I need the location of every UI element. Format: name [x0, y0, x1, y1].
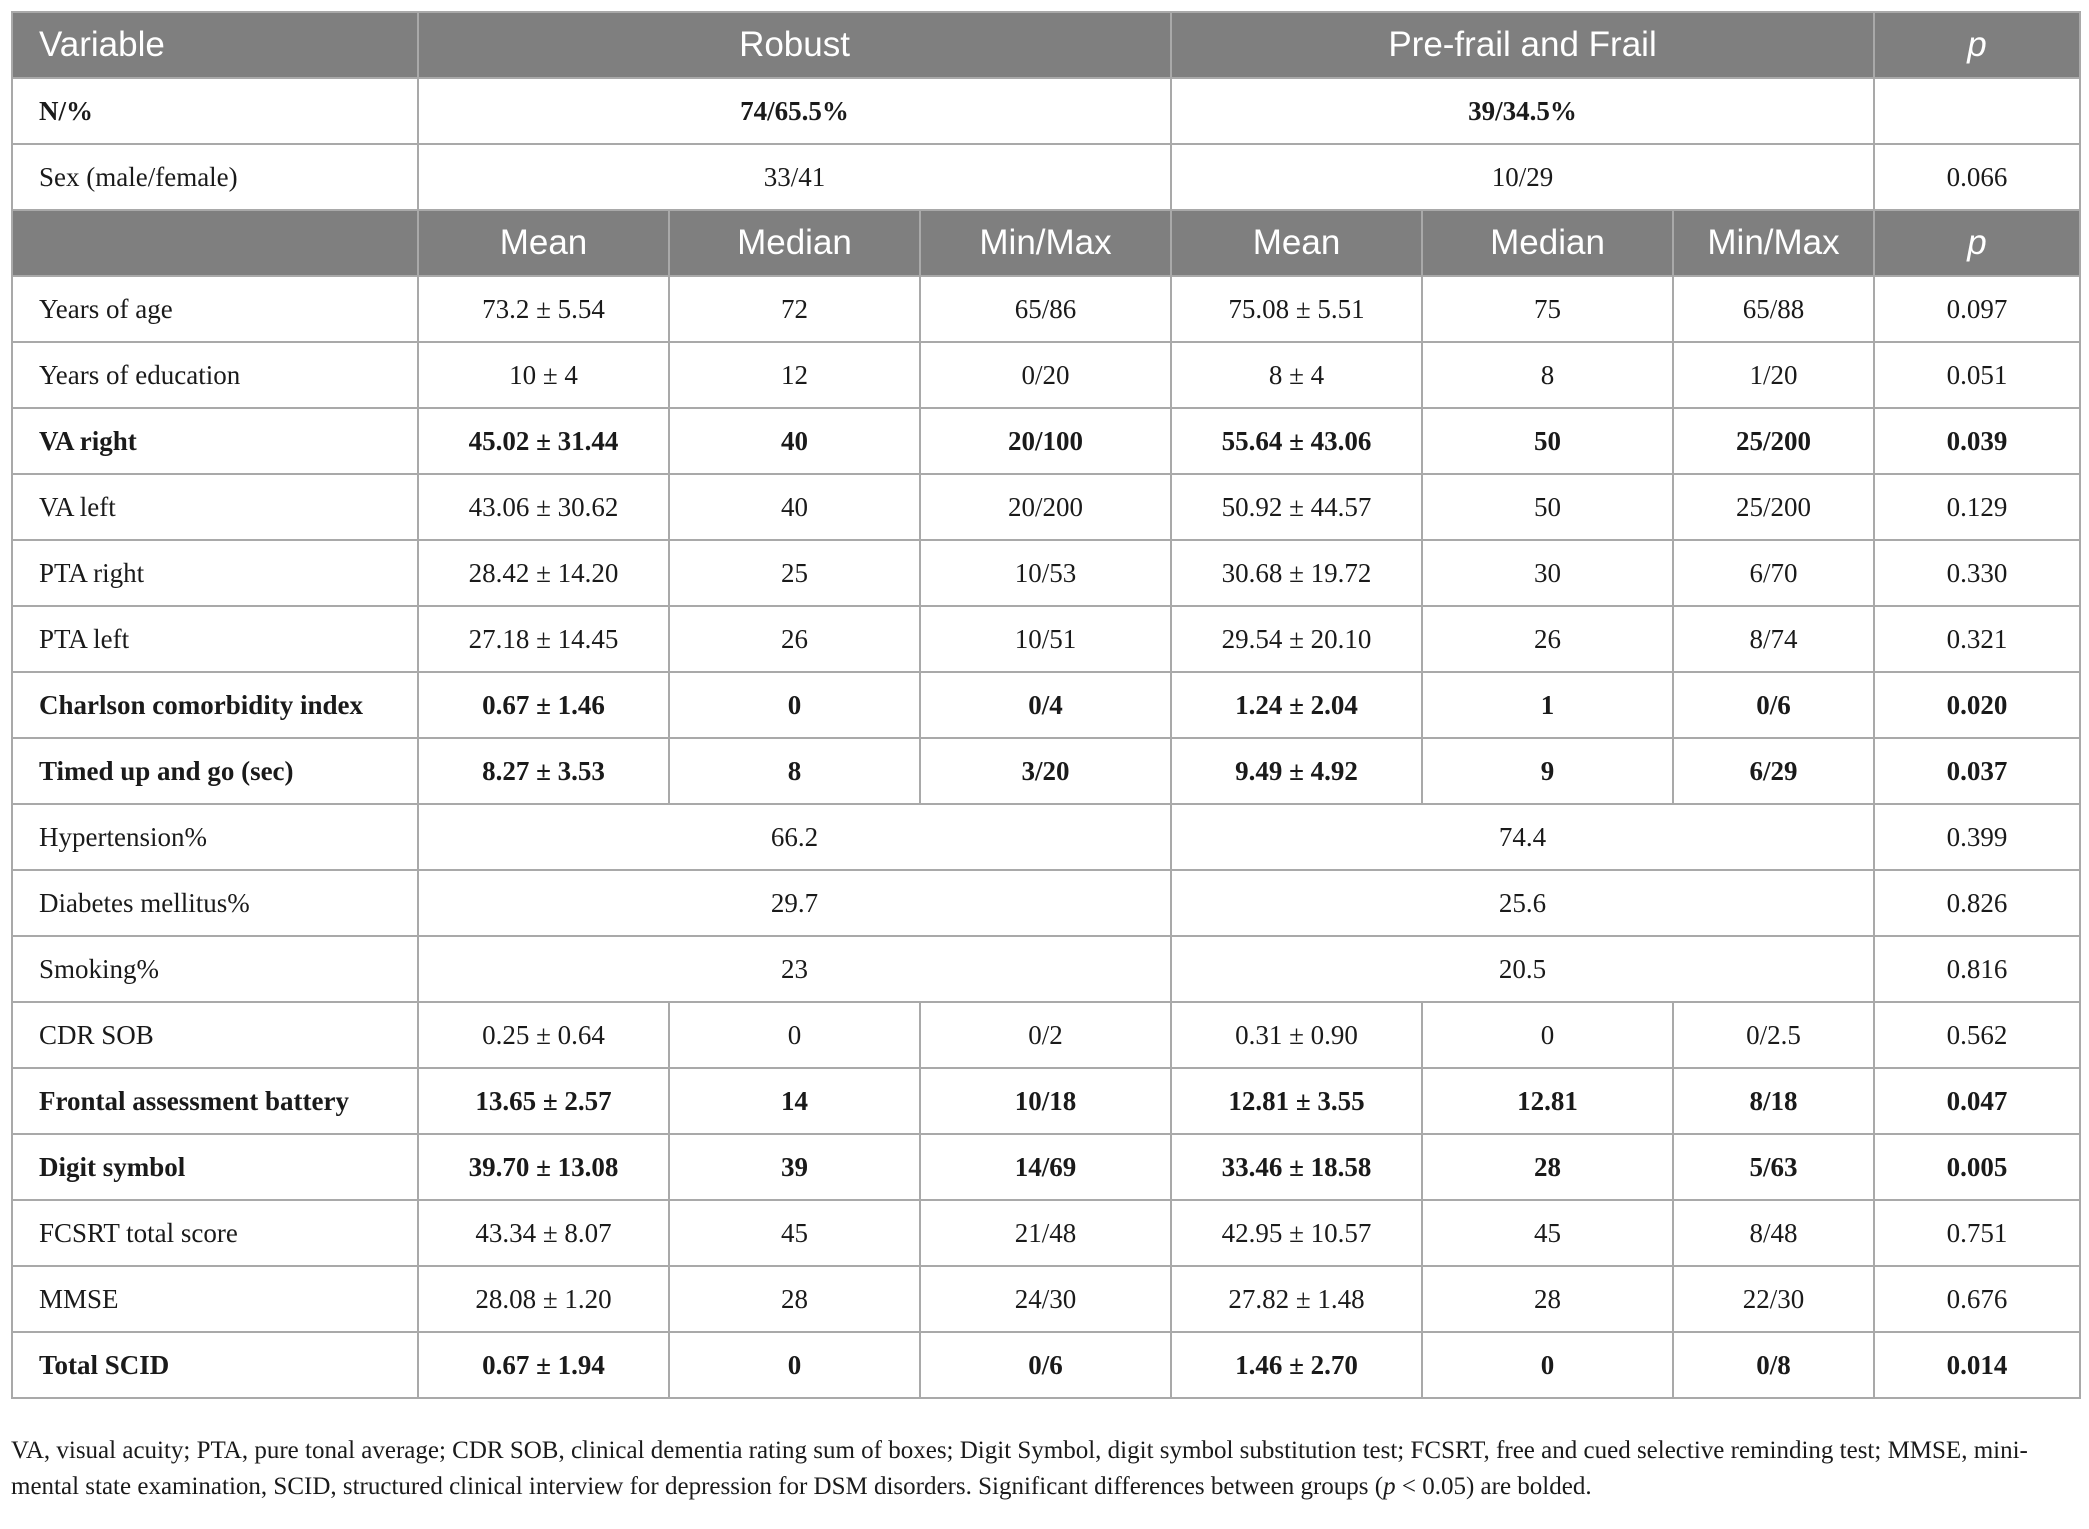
- frail-median: 30: [1422, 540, 1673, 606]
- p-value: 0.037: [1874, 738, 2080, 804]
- robust-median: 28: [669, 1266, 920, 1332]
- frail-minmax: 25/200: [1673, 408, 1874, 474]
- subheader-frail-median: Median: [1422, 210, 1673, 276]
- table-row: [12, 540, 2080, 606]
- robust-mean: 43.06 ± 30.62: [418, 474, 669, 540]
- table-row: [12, 78, 2080, 144]
- table-container: [11, 11, 2079, 1399]
- footnote-p-symbol: p: [1383, 1473, 1396, 1500]
- robust-mean: 10 ± 4: [418, 342, 669, 408]
- subheader-robust-median: Median: [669, 210, 920, 276]
- robust-mean: 28.08 ± 1.20: [418, 1266, 669, 1332]
- robust-median: 25: [669, 540, 920, 606]
- header-variable: Variable: [12, 12, 418, 78]
- robust-median: 26: [669, 606, 920, 672]
- frail-median: 28: [1422, 1134, 1673, 1200]
- p-value: 0.097: [1874, 276, 2080, 342]
- table-row: [12, 342, 2080, 408]
- robust-median: 72: [669, 276, 920, 342]
- frail-median: 50: [1422, 474, 1673, 540]
- table-row: [12, 474, 2080, 540]
- row-label: Total SCID: [12, 1332, 418, 1398]
- robust-median: 12: [669, 342, 920, 408]
- p-value: [1874, 78, 2080, 144]
- robust-minmax: 10/53: [920, 540, 1171, 606]
- subheader-robust-minmax: Min/Max: [920, 210, 1171, 276]
- row-label: PTA left: [12, 606, 418, 672]
- p-value: 0.066: [1874, 144, 2080, 210]
- frail-median: 9: [1422, 738, 1673, 804]
- data-table: [11, 11, 2081, 1399]
- table-body: [12, 12, 2080, 1398]
- p-value: 0.047: [1874, 1068, 2080, 1134]
- row-label: VA left: [12, 474, 418, 540]
- robust-minmax: 21/48: [920, 1200, 1171, 1266]
- row-label: VA right: [12, 408, 418, 474]
- robust-mean: 0.67 ± 1.46: [418, 672, 669, 738]
- row-label: Charlson comorbidity index: [12, 672, 418, 738]
- robust-mean: 39.70 ± 13.08: [418, 1134, 669, 1200]
- table-row: [12, 1002, 2080, 1068]
- robust-mean: 13.65 ± 2.57: [418, 1068, 669, 1134]
- robust-minmax: 14/69: [920, 1134, 1171, 1200]
- robust-mean: 0.67 ± 1.94: [418, 1332, 669, 1398]
- robust-minmax: 0/2: [920, 1002, 1171, 1068]
- frail-median: 75: [1422, 276, 1673, 342]
- header-p: p: [1874, 12, 2080, 78]
- frail-value: 10/29: [1171, 144, 1874, 210]
- frail-mean: 1.24 ± 2.04: [1171, 672, 1422, 738]
- robust-value: 29.7: [418, 870, 1171, 936]
- p-value: 0.751: [1874, 1200, 2080, 1266]
- frail-median: 45: [1422, 1200, 1673, 1266]
- subheader-robust-mean: Mean: [418, 210, 669, 276]
- table-row: [12, 672, 2080, 738]
- frail-mean: 0.31 ± 0.90: [1171, 1002, 1422, 1068]
- frail-median: 8: [1422, 342, 1673, 408]
- p-value: 0.562: [1874, 1002, 2080, 1068]
- robust-minmax: 0/20: [920, 342, 1171, 408]
- frail-value: 39/34.5%: [1171, 78, 1874, 144]
- robust-minmax: 0/4: [920, 672, 1171, 738]
- table-row: [12, 936, 2080, 1002]
- frail-mean: 8 ± 4: [1171, 342, 1422, 408]
- frail-median: 0: [1422, 1332, 1673, 1398]
- subheader-frail-minmax: Min/Max: [1673, 210, 1874, 276]
- frail-mean: 9.49 ± 4.92: [1171, 738, 1422, 804]
- frail-minmax: 0/2.5: [1673, 1002, 1874, 1068]
- frail-minmax: 8/18: [1673, 1068, 1874, 1134]
- frail-value: 20.5: [1171, 936, 1874, 1002]
- p-value: 0.321: [1874, 606, 2080, 672]
- robust-median: 0: [669, 1002, 920, 1068]
- table-subheader-row: [12, 210, 2080, 276]
- table-row: [12, 1068, 2080, 1134]
- p-value: 0.399: [1874, 804, 2080, 870]
- robust-median: 8: [669, 738, 920, 804]
- row-label: Years of education: [12, 342, 418, 408]
- robust-mean: 43.34 ± 8.07: [418, 1200, 669, 1266]
- frail-minmax: 65/88: [1673, 276, 1874, 342]
- robust-value: 23: [418, 936, 1171, 1002]
- frail-mean: 42.95 ± 10.57: [1171, 1200, 1422, 1266]
- robust-minmax: 65/86: [920, 276, 1171, 342]
- frail-minmax: 22/30: [1673, 1266, 1874, 1332]
- row-label: Smoking%: [12, 936, 418, 1002]
- table-row: [12, 1134, 2080, 1200]
- frail-mean: 75.08 ± 5.51: [1171, 276, 1422, 342]
- table-footnote: [11, 1433, 2079, 1505]
- frail-minmax: 1/20: [1673, 342, 1874, 408]
- table-header-row: [12, 12, 2080, 78]
- row-label: Digit symbol: [12, 1134, 418, 1200]
- robust-mean: 73.2 ± 5.54: [418, 276, 669, 342]
- robust-minmax: 10/51: [920, 606, 1171, 672]
- robust-minmax: 0/6: [920, 1332, 1171, 1398]
- frail-minmax: 5/63: [1673, 1134, 1874, 1200]
- robust-median: 39: [669, 1134, 920, 1200]
- row-label: CDR SOB: [12, 1002, 418, 1068]
- p-value: 0.330: [1874, 540, 2080, 606]
- frail-minmax: 25/200: [1673, 474, 1874, 540]
- header-frail: Pre-frail and Frail: [1171, 12, 1874, 78]
- frail-mean: 50.92 ± 44.57: [1171, 474, 1422, 540]
- table-row: [12, 144, 2080, 210]
- robust-median: 45: [669, 1200, 920, 1266]
- robust-minmax: 24/30: [920, 1266, 1171, 1332]
- frail-minmax: 8/48: [1673, 1200, 1874, 1266]
- row-label: Timed up and go (sec): [12, 738, 418, 804]
- robust-minmax: 10/18: [920, 1068, 1171, 1134]
- robust-minmax: 3/20: [920, 738, 1171, 804]
- table-row: [12, 1266, 2080, 1332]
- header-robust: Robust: [418, 12, 1171, 78]
- table-row: [12, 1200, 2080, 1266]
- frail-median: 26: [1422, 606, 1673, 672]
- table-row: [12, 276, 2080, 342]
- p-value: 0.129: [1874, 474, 2080, 540]
- frail-mean: 33.46 ± 18.58: [1171, 1134, 1422, 1200]
- row-label: MMSE: [12, 1266, 418, 1332]
- row-label: Sex (male/female): [12, 144, 418, 210]
- frail-mean: 55.64 ± 43.06: [1171, 408, 1422, 474]
- table-row: [12, 1332, 2080, 1398]
- frail-median: 12.81: [1422, 1068, 1673, 1134]
- row-label: Frontal assessment battery: [12, 1068, 418, 1134]
- row-label: Years of age: [12, 276, 418, 342]
- frail-minmax: 0/6: [1673, 672, 1874, 738]
- row-label: N/%: [12, 78, 418, 144]
- frail-minmax: 8/74: [1673, 606, 1874, 672]
- p-value: 0.826: [1874, 870, 2080, 936]
- frail-value: 74.4: [1171, 804, 1874, 870]
- robust-mean: 28.42 ± 14.20: [418, 540, 669, 606]
- subheader-frail-mean: Mean: [1171, 210, 1422, 276]
- table-row: [12, 870, 2080, 936]
- subheader-blank: [12, 210, 418, 276]
- subheader-p: p: [1874, 210, 2080, 276]
- frail-value: 25.6: [1171, 870, 1874, 936]
- frail-minmax: 6/70: [1673, 540, 1874, 606]
- p-value: 0.676: [1874, 1266, 2080, 1332]
- robust-median: 0: [669, 1332, 920, 1398]
- robust-mean: 0.25 ± 0.64: [418, 1002, 669, 1068]
- p-value: 0.014: [1874, 1332, 2080, 1398]
- robust-median: 14: [669, 1068, 920, 1134]
- footnote-part2: < 0.05) are bolded.: [1395, 1473, 1592, 1500]
- row-label: FCSRT total score: [12, 1200, 418, 1266]
- frail-mean: 27.82 ± 1.48: [1171, 1266, 1422, 1332]
- frail-median: 1: [1422, 672, 1673, 738]
- frail-minmax: 0/8: [1673, 1332, 1874, 1398]
- robust-median: 40: [669, 408, 920, 474]
- p-value: 0.816: [1874, 936, 2080, 1002]
- frail-median: 0: [1422, 1002, 1673, 1068]
- frail-median: 50: [1422, 408, 1673, 474]
- robust-minmax: 20/100: [920, 408, 1171, 474]
- frail-mean: 30.68 ± 19.72: [1171, 540, 1422, 606]
- p-value: 0.020: [1874, 672, 2080, 738]
- frail-mean: 12.81 ± 3.55: [1171, 1068, 1422, 1134]
- table-row: [12, 606, 2080, 672]
- robust-value: 74/65.5%: [418, 78, 1171, 144]
- robust-value: 66.2: [418, 804, 1171, 870]
- frail-median: 28: [1422, 1266, 1673, 1332]
- footnote-part1: VA, visual acuity; PTA, pure tonal average; CDR SOB, clinical dementia rating sum of boxes; Digit Symbol, digit symbol substitution test; FCSRT, free and cued selective reminding test; MMSE, mini-mental state examination, SCID, structured clinical interview for depression for DSM disorders. Significant differences between groups (: [11, 1437, 2028, 1500]
- p-value: 0.039: [1874, 408, 2080, 474]
- robust-median: 0: [669, 672, 920, 738]
- row-label: Hypertension%: [12, 804, 418, 870]
- robust-mean: 45.02 ± 31.44: [418, 408, 669, 474]
- robust-mean: 8.27 ± 3.53: [418, 738, 669, 804]
- table-row: [12, 738, 2080, 804]
- p-value: 0.005: [1874, 1134, 2080, 1200]
- robust-minmax: 20/200: [920, 474, 1171, 540]
- table-row: [12, 408, 2080, 474]
- frail-minmax: 6/29: [1673, 738, 1874, 804]
- frail-mean: 1.46 ± 2.70: [1171, 1332, 1422, 1398]
- robust-value: 33/41: [418, 144, 1171, 210]
- robust-mean: 27.18 ± 14.45: [418, 606, 669, 672]
- row-label: PTA right: [12, 540, 418, 606]
- frail-mean: 29.54 ± 20.10: [1171, 606, 1422, 672]
- row-label: Diabetes mellitus%: [12, 870, 418, 936]
- table-row: [12, 804, 2080, 870]
- robust-median: 40: [669, 474, 920, 540]
- p-value: 0.051: [1874, 342, 2080, 408]
